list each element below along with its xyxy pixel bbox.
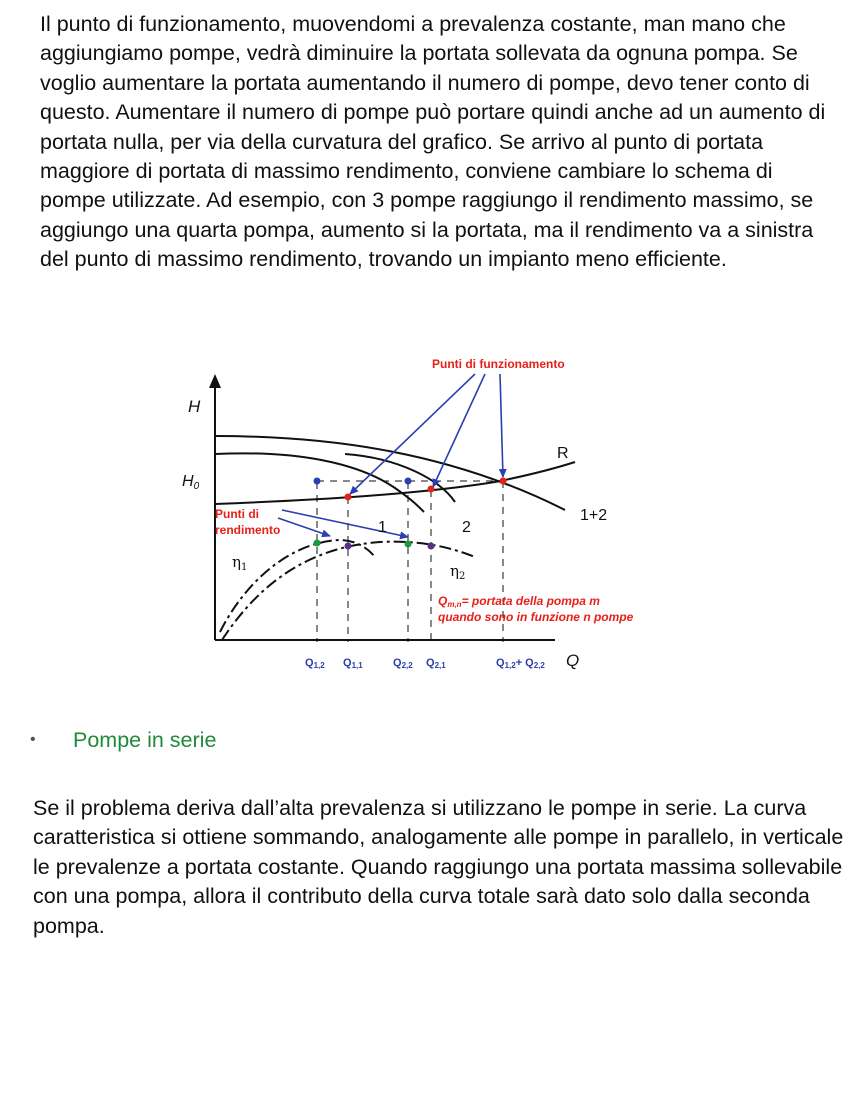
label-curve-2: 2 — [462, 519, 471, 536]
label-punti-rendimento-2: rendimento — [215, 523, 281, 537]
tick-q22: Q2,2 — [393, 657, 413, 670]
tick-q12: Q1,2 — [305, 657, 325, 670]
pump-operating-points-figure — [150, 352, 670, 680]
axis-label-h: H — [188, 397, 201, 416]
point-purple-eff-2 — [428, 543, 435, 550]
point-blue-q22 — [405, 478, 412, 485]
point-purple-eff-1 — [345, 543, 352, 550]
tick-q11: Q1,1 — [343, 657, 363, 670]
label-curve-r: R — [557, 445, 569, 462]
point-red-q11 — [345, 494, 352, 501]
note-qmn-line2: quando sono in funzione n pompe — [438, 610, 634, 624]
label-punti-rendimento-1: Punti di — [215, 507, 259, 521]
label-h0: H0 — [182, 473, 200, 492]
label-curve-1: 1 — [378, 519, 387, 536]
axis-label-q: Q — [566, 651, 580, 670]
tick-q-sum: Q1,2+ Q2,2 — [496, 657, 545, 670]
point-red-q21 — [428, 486, 435, 493]
point-green-eff-1 — [314, 540, 321, 547]
point-green-eff-2 — [405, 541, 412, 548]
point-red-sum — [500, 478, 507, 485]
paragraph-series-pumps: Se il problema deriva dall’alta prevalenza si utilizzano le pompe in serie. La curva caratteristica si ottiene sommando, analogamente alle pompe in parallelo, in verticale le prevalenze a portata costante. Quando raggiungo una portata massima sollevabile con una pompa, allora il contributo della curva totale sarà dato solo dalla seconda pompa. — [33, 796, 844, 938]
point-blue-q12 — [314, 478, 321, 485]
bullet-icon: • — [30, 731, 36, 748]
tick-q21: Q2,1 — [426, 657, 446, 670]
note-qmn-line1: Qm,n= portata della pompa m — [438, 594, 600, 609]
label-eta1: $\eta_1$ — [232, 553, 248, 573]
label-curve-1plus2: 1+2 — [580, 507, 608, 524]
bullet-label: Pompe in serie — [73, 728, 217, 752]
label-eta2: $\eta_2$ — [450, 562, 466, 582]
paragraph-parallel-pumps: Il punto di funzionamento, muovendomi a prevalenza costante, man mano che aggiungiamo pompe, vedrà diminuire la portata sollevata da ognuna pompa. Se voglio aumentare la portata aumentando il numero di pompe, devo tener conto di questo. Aumentare il numero di pompe può portare quindi anche ad un aumento di portata nulla, per via della curvatura del grafico. Se arrivo al punto di portata maggiore di portata di massimo rendimento, conviene cambiare lo schema di pompe utilizzate. Ad esempio, con 3 pompe raggiungo il rendimento massimo, se aggiungo una quarta pompa, aumento si la portata, ma il rendimento va a sinistra del punto di massimo rendimento, trovando un impianto meno efficiente. — [40, 12, 826, 272]
label-punti-funzionamento: Punti di funzionamento — [432, 357, 565, 371]
